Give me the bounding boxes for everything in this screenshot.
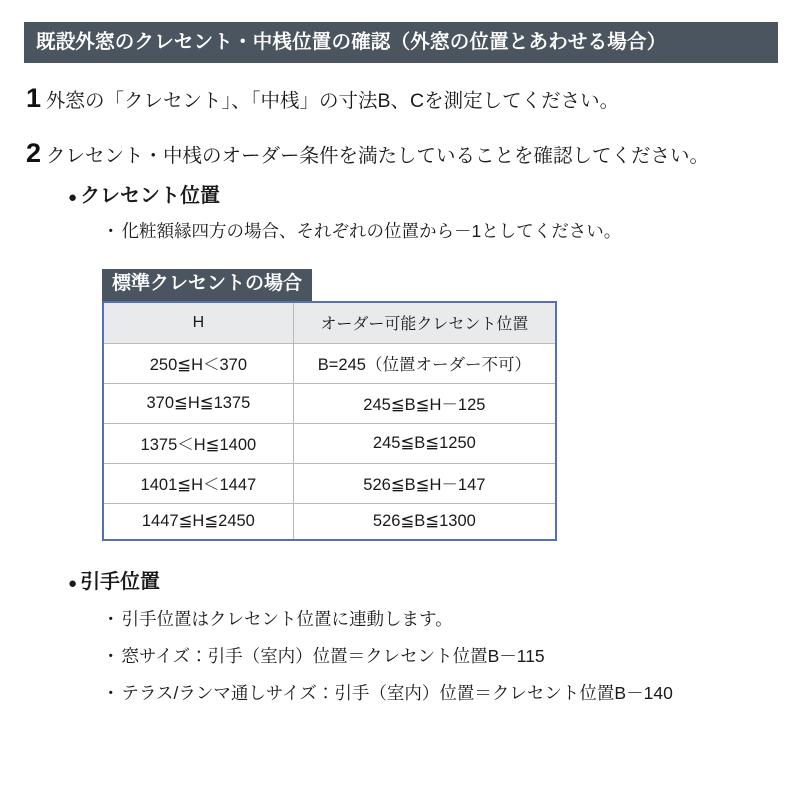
table-header-cell: オーダー可能クレセント位置	[293, 302, 556, 344]
bullet-dot-icon: ●	[68, 189, 78, 207]
bullet-dot-icon: ●	[68, 575, 78, 593]
handle-position-note-label: 引手位置はクレセント位置に連動します。	[121, 609, 453, 630]
table-cell-position: 526≦B≦H－147	[293, 464, 556, 504]
handle-position-note	[102, 680, 782, 705]
handle-position-heading-label: 引手位置	[80, 571, 161, 594]
step-2	[26, 137, 782, 168]
crescent-position-note	[102, 218, 782, 243]
tick-icon: ・	[102, 609, 120, 630]
table-cell-h: 1375＜H≦1400	[103, 424, 293, 464]
handle-position-note-label: 窓サイズ：引手（室内）位置＝クレセント位置B－115	[121, 646, 545, 667]
crescent-position-note-label: 化粧額縁四方の場合、それぞれの位置から－1としてください。	[121, 221, 622, 242]
table-row	[103, 464, 556, 504]
table-row	[103, 504, 556, 541]
table-cell-position: B=245（位置オーダー不可）	[293, 344, 556, 384]
table-cell-position: 526≦B≦1300	[293, 504, 556, 541]
standard-crescent-table	[102, 301, 557, 541]
handle-position-note	[102, 606, 782, 631]
tick-icon: ・	[102, 221, 120, 242]
table-cell-h: 1401≦H＜1447	[103, 464, 293, 504]
table-header-cell: H	[103, 302, 293, 344]
table-cell-h: 1447≦H≦2450	[103, 504, 293, 541]
tick-icon: ・	[102, 646, 120, 667]
step-1-number: 1	[26, 83, 42, 114]
page-title: 既設外窓のクレセント・中桟位置の確認（外窓の位置とあわせる場合）	[24, 22, 778, 63]
table-row	[103, 344, 556, 384]
crescent-position-heading	[68, 179, 782, 208]
table-row	[103, 384, 556, 424]
handle-position-note	[102, 643, 782, 668]
step-2-text: クレセント・中桟のオーダー条件を満たしていることを確認してください。	[46, 144, 710, 167]
table-cell-h: 370≦H≦1375	[103, 384, 293, 424]
crescent-position-heading-label: クレセント位置	[80, 185, 221, 208]
table-row	[103, 424, 556, 464]
standard-crescent-table-block	[102, 269, 557, 541]
table-cell-position: 245≦B≦1250	[293, 424, 556, 464]
table-header-row	[103, 302, 556, 344]
step-1-text: 外窓の「クレセント」、「中桟」の寸法B、Cを測定してください。	[46, 90, 620, 113]
handle-position-heading	[68, 565, 782, 594]
tick-icon: ・	[102, 683, 120, 704]
step-2-number: 2	[26, 137, 42, 168]
table-caption: 標準クレセントの場合	[102, 269, 312, 301]
handle-position-section	[18, 565, 782, 705]
table-cell-position: 245≦B≦H－125	[293, 384, 556, 424]
handle-position-note-label: テラス/ランマ通しサイズ：引手（室内）位置＝クレセント位置B－140	[121, 683, 673, 704]
step-1	[26, 85, 782, 113]
table-cell-h: 250≦H＜370	[103, 344, 293, 384]
